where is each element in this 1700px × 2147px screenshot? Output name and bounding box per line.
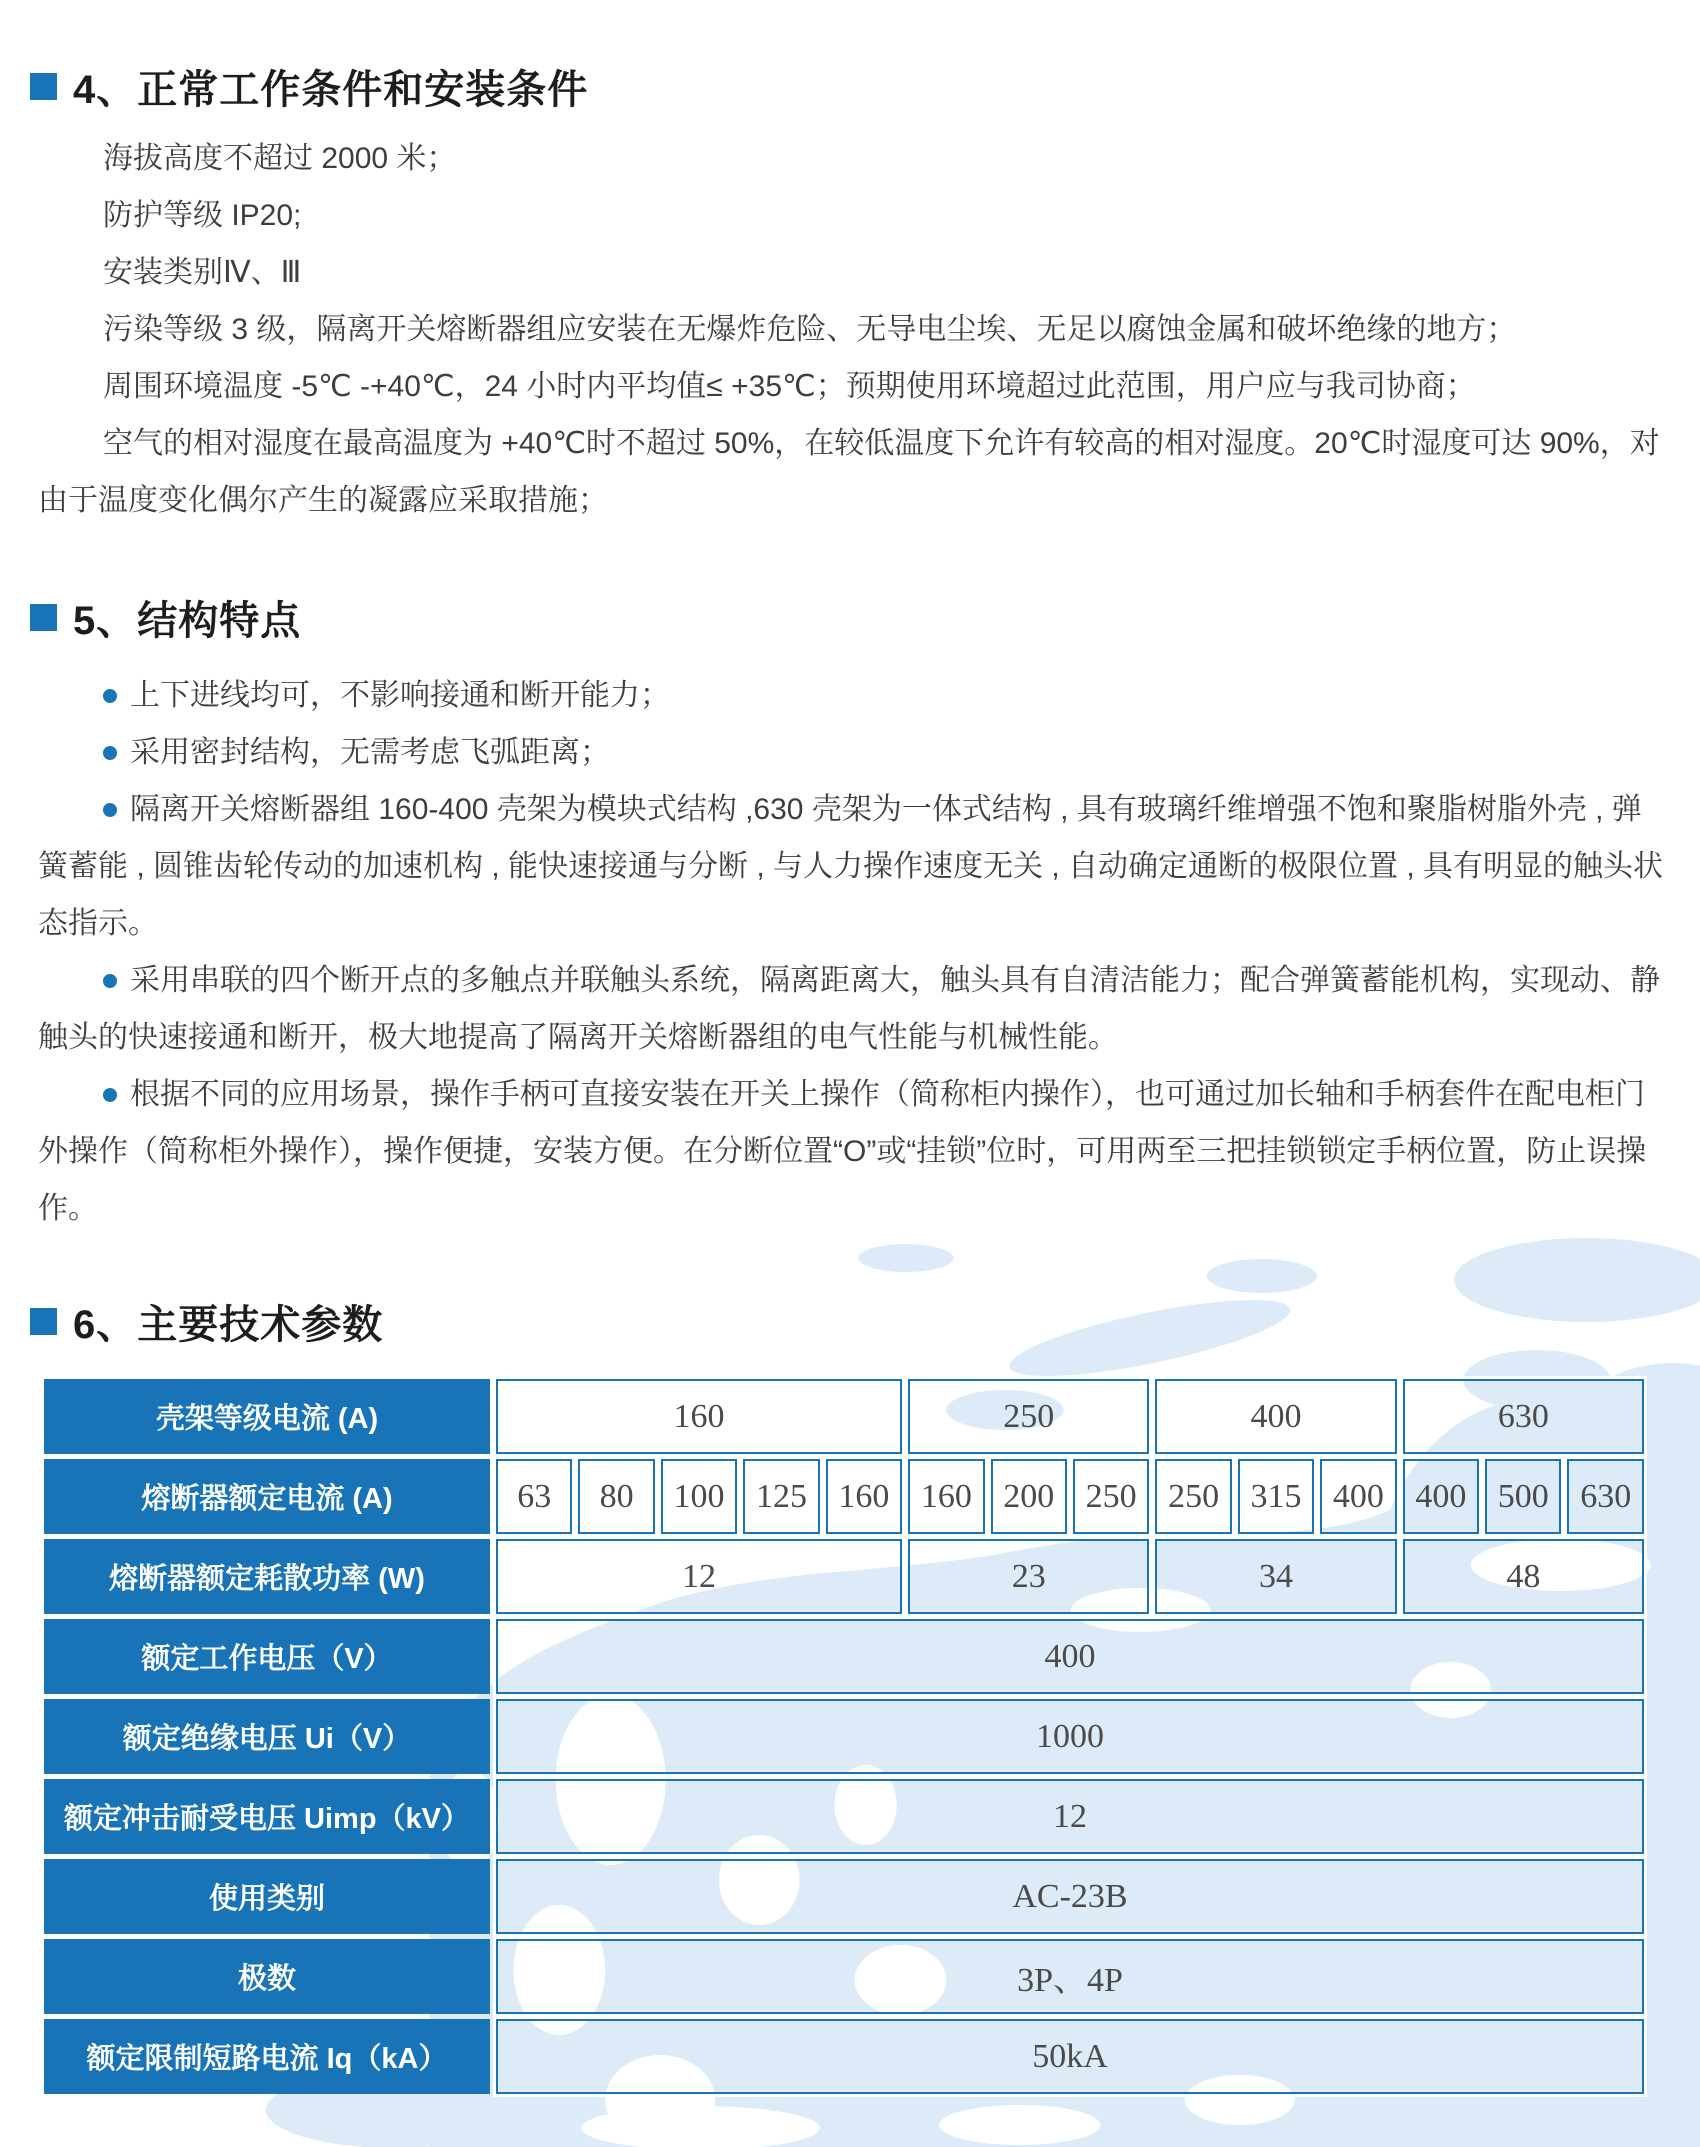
cell: 50kA (496, 2019, 1644, 2094)
blue-dot-icon (103, 689, 117, 703)
section4-title: 4、正常工作条件和安装条件 (73, 68, 589, 112)
cell: 63 (496, 1459, 572, 1534)
table-row (44, 1459, 1644, 1534)
table-row (44, 2019, 1644, 2094)
cell: 12 (496, 1539, 902, 1614)
cell: 630 (1403, 1379, 1644, 1454)
blue-square-bullet-icon (30, 604, 57, 631)
bullet-item (38, 1066, 1664, 1237)
cell: 100 (661, 1459, 737, 1534)
section6-heading (30, 1293, 383, 1350)
row-label: 熔断器额定耗散功率 (W) (44, 1539, 490, 1614)
bullet-item (38, 667, 1664, 724)
cell: 250 (908, 1379, 1149, 1454)
table-row (44, 1859, 1644, 1934)
row-label: 极数 (44, 1939, 490, 2014)
section4-paragraphs (38, 130, 1664, 529)
section4-heading (30, 58, 588, 115)
blue-dot-icon (103, 803, 117, 817)
row-label: 熔断器额定电流 (A) (44, 1459, 490, 1534)
cell: 160 (496, 1379, 902, 1454)
tech-params-table (38, 1374, 1650, 2099)
bullet-text: 上下进线均可，不影响接通和断开能力； (130, 679, 670, 712)
row-label: 额定限制短路电流 Iq（kA） (44, 2019, 490, 2094)
bullet-text: 采用串联的四个断开点的多触点并联触头系统，隔离距离大，触头具有自清洁能力；配合弹簧蓄能机构，实现动、静触头的快速接通和断开，极大地提高了隔离开关熔断器组的电气性能与机械性能。 (38, 964, 1660, 1054)
cell: 250 (1155, 1459, 1231, 1534)
blue-dot-icon (103, 1088, 117, 1102)
blue-square-bullet-icon (30, 1308, 57, 1335)
table-row (44, 1539, 1644, 1614)
cell: 400 (1155, 1379, 1396, 1454)
cell: 12 (496, 1779, 1644, 1854)
paragraph: 安装类别Ⅳ、Ⅲ (103, 256, 302, 289)
cell: 160 (908, 1459, 984, 1534)
section5-title: 5、结构特点 (73, 599, 302, 643)
cell: 200 (991, 1459, 1067, 1534)
row-label: 额定冲击耐受电压 Uimp（kV） (44, 1779, 490, 1854)
section6-title: 6、主要技术参数 (73, 1303, 384, 1347)
table-row (44, 1939, 1644, 2014)
table-row (44, 1379, 1644, 1454)
paragraph: 污染等级 3 级，隔离开关熔断器组应安装在无爆炸危险、无导电尘埃、无足以腐蚀金属和破坏绝缘的地方； (103, 313, 1517, 346)
cell: 315 (1238, 1459, 1314, 1534)
row-label: 壳架等级电流 (A) (44, 1379, 490, 1454)
paragraph: 空气的相对湿度在最高温度为 +40℃时不超过 50%，在较低温度下允许有较高的相对湿度。20℃时湿度可达 90%，对由于温度变化偶尔产生的凝露应采取措施； (38, 427, 1660, 517)
cell: 3P、4P (496, 1939, 1644, 2014)
bullet-text: 根据不同的应用场景，操作手柄可直接安装在开关上操作（简称柜内操作），也可通过加长轴和手柄套件在配电柜门外操作（简称柜外操作），操作便捷，安装方便。在分断位置“O”或“挂锁”位时，可用两至三把挂锁锁定手柄位置，防止误操作。 (38, 1078, 1647, 1225)
cell: 500 (1485, 1459, 1561, 1534)
paragraph: 防护等级 IP20; (103, 199, 302, 232)
table-row (44, 1779, 1644, 1854)
bullet-item (38, 781, 1664, 952)
paragraph: 周围环境温度 -5℃ -+40℃，24 小时内平均值≤ +35℃；预期使用环境超过此范围，用户应与我司协商； (103, 370, 1476, 403)
cell: 34 (1155, 1539, 1396, 1614)
cell: 250 (1073, 1459, 1149, 1534)
row-label: 额定工作电压（V） (44, 1619, 490, 1694)
section5-bullets (38, 667, 1664, 1237)
blue-dot-icon (103, 746, 117, 760)
cell: 160 (826, 1459, 902, 1534)
cell: 48 (1403, 1539, 1644, 1614)
table-row (44, 1699, 1644, 1774)
cell: 400 (1403, 1459, 1479, 1534)
bullet-item (38, 952, 1664, 1066)
row-label: 额定绝缘电压 Ui（V） (44, 1699, 490, 1774)
cell: 23 (908, 1539, 1149, 1614)
blue-dot-icon (103, 974, 117, 988)
section5-heading (30, 589, 301, 646)
bullet-item (38, 724, 1664, 781)
blue-square-bullet-icon (30, 73, 57, 100)
cell: 80 (578, 1459, 654, 1534)
cell: 1000 (496, 1699, 1644, 1774)
paragraph: 海拔高度不超过 2000 米； (103, 142, 457, 175)
cell: 400 (496, 1619, 1644, 1694)
cell: 400 (1320, 1459, 1396, 1534)
table-row (44, 1619, 1644, 1694)
bullet-text: 隔离开关熔断器组 160-400 壳架为模块式结构 ,630 壳架为一体式结构 , 具有玻璃纤维增强不饱和聚脂树脂外壳 , 弹簧蓄能 , 圆锥齿轮传动的加速机构 , 能快速接通与分断 , 与人力操作速度无关 , 自动确定通断的极限位置 , 具有明显的触头状态指示。 (38, 793, 1664, 940)
cell: 125 (743, 1459, 819, 1534)
cell: 630 (1567, 1459, 1644, 1534)
row-label: 使用类别 (44, 1859, 490, 1934)
bullet-text: 采用密封结构，无需考虑飞弧距离； (130, 736, 610, 769)
cell: AC-23B (496, 1859, 1644, 1934)
